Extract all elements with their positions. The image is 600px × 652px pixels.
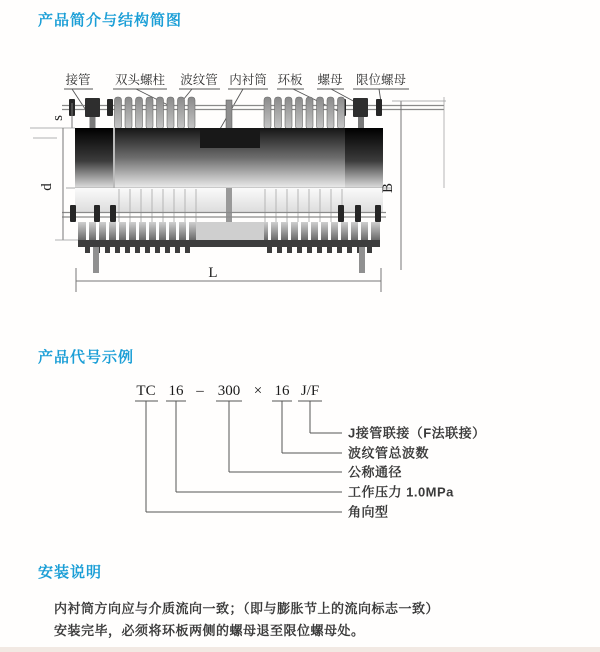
install-line-1: 内衬筒方向应与介质流向一致；（即与膨胀节上的流向标志一致） xyxy=(54,601,440,616)
code-token-diameter: 300 xyxy=(217,383,241,399)
legend-item-pressure: 工作压力 1.0MPa xyxy=(348,484,454,500)
code-token-dash: – xyxy=(196,383,204,399)
code-token-conn: J/F xyxy=(300,383,320,399)
install-instructions xyxy=(54,598,439,642)
section-title-install: 安装说明 xyxy=(38,564,103,581)
structure-diagram xyxy=(0,0,600,320)
code-tokens xyxy=(136,383,319,399)
code-legend xyxy=(348,426,486,520)
dim-B: B xyxy=(380,182,396,194)
center-stud xyxy=(226,100,232,130)
legend-item-diameter: 公称通径 xyxy=(348,464,403,480)
bellows-bottom xyxy=(78,222,380,273)
part-labels xyxy=(65,72,406,87)
label-bowenguan: 波纹管 xyxy=(180,73,218,87)
label-neichentong: 内衬筒 xyxy=(229,73,267,87)
label-xianweiluomu: 限位螺母 xyxy=(355,73,407,87)
main-shell xyxy=(75,128,383,188)
dim-s: s xyxy=(50,115,66,121)
legend-item-waves: 波纹管总波数 xyxy=(348,445,430,461)
legend-item-conn: J接管联接（F法联接） xyxy=(348,425,486,441)
inner-liner-collar xyxy=(200,129,260,148)
label-jieguan: 接管 xyxy=(65,73,91,87)
legend-item-type: 角向型 xyxy=(348,504,389,520)
label-huanban: 环板 xyxy=(277,73,303,87)
code-example-diagram xyxy=(0,372,600,542)
code-token-waves: 16 xyxy=(274,383,290,399)
dim-d: d xyxy=(39,183,55,191)
code-token-type: TC xyxy=(136,383,156,399)
label-shuangtouluozhu: 双头螺柱 xyxy=(114,73,166,87)
install-line-2: 安装完毕，必须将环板两侧的螺母退至限位螺母处。 xyxy=(54,623,365,638)
code-token-times: × xyxy=(253,383,263,399)
code-token-pressure: 16 xyxy=(168,383,184,399)
page-bottom-strip xyxy=(0,647,600,652)
dim-L: L xyxy=(208,265,218,281)
section-title-code: 产品代号示例 xyxy=(38,349,135,366)
section-title-intro: 产品简介与结构简图 xyxy=(38,12,183,29)
code-connector-lines xyxy=(135,401,342,512)
label-luomu: 螺母 xyxy=(317,73,343,87)
